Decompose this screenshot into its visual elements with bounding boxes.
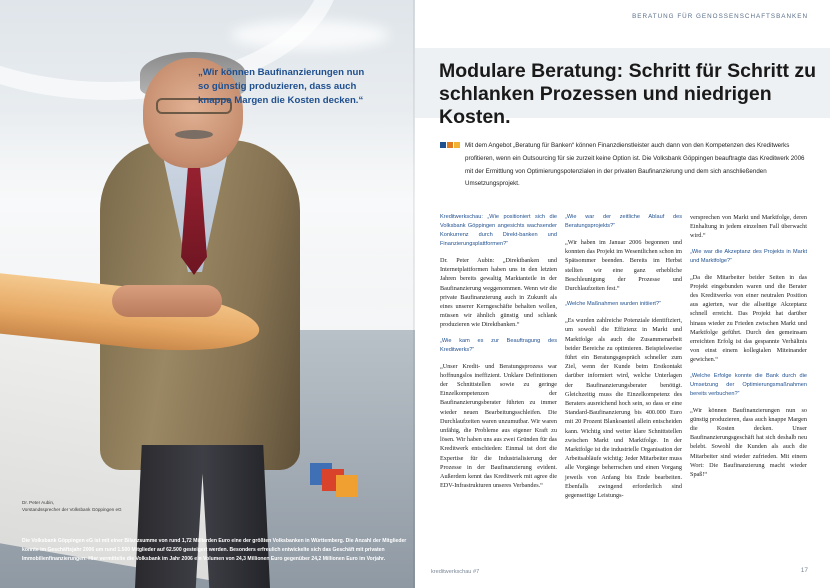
article-column-2: [565, 213, 682, 507]
magazine-folio: kreditwerkschau #7: [431, 569, 480, 575]
page-title: Modulare Beratung: Schritt für Schritt zu schlanken Prozessen und niedrigen Kosten.: [439, 60, 817, 128]
interview-answer: „Es wurden zahlreiche Potenziale identifiziert, um sowohl die Effizienz in Markt und Marktfolge als auch die Zusammenarbeit beider Bereiche zu optimieren. Beispielsweise führt ein Beratungsgespräch schneller zum Ziel, wenn der Kunde beim Erstkontakt darüber informiert wird, welche Unterlagen der Baufinanzierungsberater benötigt. Gleichzeitig muss die Einzelkompetenz des Beraters ausreichend hoch sein, so dass er eine Standard-Baufinanzierung bis 400.000 Euro mit 20 Prozent Blankoanteil allein entscheiden kann. Wichtig sind weiter klare Schnittstellen zwischen Markt und Marktfolge. In der Marktfolge ist die industrielle Organisation der Arbeitsabläufe wichtig: Jeder Mitarbeiter muss alle Vorgänge beherrschen und einen Vorgang jeweils von Anfang bis Ende bearbeiten. Ebenfalls zwingend erforderlich sind gegenseitige Leistungs-: [565, 317, 682, 500]
intro-paragraph: Mit dem Angebot „Beratung für Banken“ können Finanzdienstleister auch dann von den Kompetenzen des Kreditwerks profitieren, wenn ein Outsourcing für sie zurzeit keine Option ist. Die Volksbank Göppingen beauftragte das Kreditwerk 2006 mit der Ermittlung von Optimierungspotenzialen in der privaten Baufinanzierung und dem sich anschließenden Umsetzungsprojekt.: [465, 142, 805, 188]
article-column-1: [440, 213, 557, 497]
square-orange-icon: [447, 142, 453, 148]
interview-question: „Wie war der zeitliche Ablauf des Beratungsprojekts?“: [565, 214, 682, 229]
interview-answer: „Da die Mitarbeiter beider Seiten in das Projekt eingebunden waren und die Berater des Kreditwerks von einer neutralen Position aus agierten, war die allseitige Akzeptanz schnell erreicht. Das Projekt hat darüber hinaus wieder zu Frieden zwischen Markt und Marktfolge geführt. Durch den gemeinsam erreichten Erfolg ist das gespannte Verhältnis von einst einem kollegialen Miteinander gewichen.“: [690, 273, 807, 364]
caption-name: Dr. Peter Aubin,: [22, 500, 55, 505]
interview-answer: „Wir haben im Januar 2006 begonnen und konnten das Projekt im Wesentlichen schon im Spätsommer beenden. Bereits im Herbst stellten wir eine ganz erhebliche Beschleunigung der Prozesse und Durchlaufzeiten fest.“: [565, 239, 682, 293]
portrait-mustache: [175, 130, 213, 139]
interview-question: „Welche Erfolge konnte die Bank durch die Umsetzung der Optimierungsmaßnahmen bereits verbuchen?“: [690, 372, 807, 397]
section-header: BERATUNG FÜR GENOSSENSCHAFTSBANKEN: [632, 13, 808, 20]
interview-question: „Welche Maßnahmen wurden initiiert?“: [565, 301, 661, 308]
intro-color-squares: [440, 142, 460, 148]
interview-answer: Dr. Peter Aubin: „Direktbanken und Internetplattformen haben uns in den letzten Jahren bereits gewaltig Marktanteile in der Baufinanzierung weggenommen. Wenn wir die private Baufinanzierung auch in Zukunft als eines unserer Kerngeschäfte behalten wollen, müssen wir ähnlich günstig und schlank produzieren wie Direktbanken.“: [440, 257, 557, 329]
caption-role: Vorstandssprecher der Volksbank Göppingen eG: [22, 506, 122, 512]
portrait-trousers: [135, 445, 270, 588]
interview-answer: „Wir können Baufinanzierungen nun so günstig produzieren, dass auch knappe Margen die Kosten decken. Unser Baufinanzierungsgeschäft hat sich deshalb neu belebt. Sowohl die Kunden als auch die Mitarbeiter sind wieder zufrieden. Mit einem Wort: Die Baufinanzierung macht wieder Spaß!“: [690, 406, 807, 479]
interview-answer: versprechen von Markt und Marktfolge, deren Einhaltung in jedem einzelnen Fall überwacht wird.“: [690, 214, 807, 240]
block-orange: [336, 475, 358, 497]
square-yellow-icon: [454, 142, 460, 148]
ceiling-light-decoration: [230, 20, 390, 50]
interview-question: „Wie kam es zur Beauftragung des Kreditwerks?“: [440, 337, 557, 353]
interview-question: Kreditwerkschau: „Wie positioniert sich die Volksbank Göppingen angesichts wachsender Konkurrenz durch Direkt-banken und Finanzierungsplattformen?“: [440, 214, 557, 247]
article-page: [415, 0, 830, 588]
toy-blocks: [310, 463, 370, 503]
interview-question: „Wie war die Akzeptanz des Projekts in Markt und Marktfolge?“: [690, 248, 807, 264]
square-blue-icon: [440, 142, 446, 148]
article-column-3: [690, 213, 807, 486]
bank-info-note: Die Volksbank Göppingen eG ist mit einer Bilanzsumme von rund 1,72 Milliarden Euro eine der größten Volksbanken in Württemberg. Die Anzahl der Mitglieder konnte im Geschäftsjahr 2006 um rund 1.500 Mitglieder auf 62.500 gesteigert werden. Besonders erfreulich entwickelte sich das Geschäft mit privaten Immobilienfinanzierungen: Hier vermittelte die Volksbank im Jahr 2006 ein Volumen von 24,3 Millionen Euro gegenüber 24,2 Millionen Euro im Vorjahr.: [22, 538, 407, 562]
interview-answer: „Unser Kredit- und Beratungsprozess war hoffnungslos ineffizient. Unklare Definitionen der Schnittstellen sowie zu geringe Einzelkompetenzen der Baufinanzierungsberater führten zu immer wieder neuen Bearbeitungsschleifen. Die Durchlaufzeiten waren unzumutbar. Wir waren unfähig, die Probleme aus eigener Kraft zu lösen. Wir haben uns aus zwei Gründen für das Kreditwerk entschieden: Einmal ist dort die Expertise für die Industrialisierung der Prozesse in der Baufinanzierung evident. Außerdem kennt das Kreditwerk mit agree die EDV-Infrastrukturen unseres Verbandes.“: [440, 362, 557, 490]
portrait-hands: [112, 285, 222, 317]
hero-quote: „Wir können Baufinanzierungen nun so günstig produzieren, dass auch knappe Margen die Kosten decken.“: [198, 67, 365, 106]
page-number: 17: [800, 567, 808, 574]
photo-caption: [22, 500, 202, 513]
